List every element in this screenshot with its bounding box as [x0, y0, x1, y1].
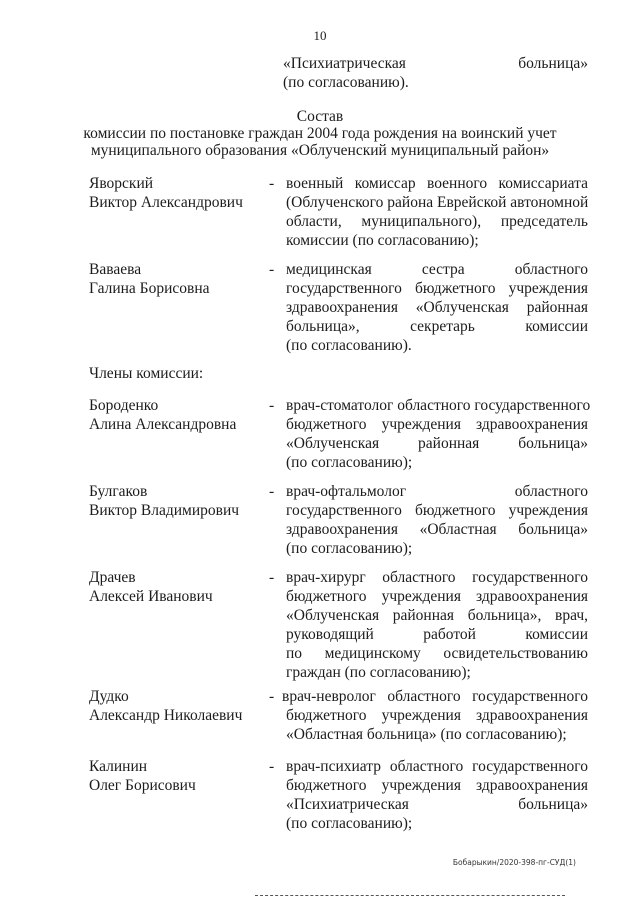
role-line: области, муниципального), председатель	[286, 213, 588, 230]
person-given-name: Алина Александровна	[89, 416, 237, 433]
role-line: по медицинскому освидетельствованию	[286, 645, 588, 662]
entry-dash: -	[269, 483, 275, 500]
page-number: 10	[313, 28, 327, 43]
entry-dash: -	[269, 569, 275, 586]
person-surname: Дудко	[89, 688, 129, 705]
person-surname: Бороденко	[89, 397, 159, 414]
role-line: (по согласованию).	[286, 337, 412, 354]
role-line: врач-психиатр областного государственного	[286, 758, 588, 775]
document-footer-code: Бобарыкин/2020-398-пг-СУД(1)	[452, 858, 576, 867]
role-line: (по согласованию);	[286, 540, 413, 557]
role-line: комиссии (по согласованию);	[286, 232, 479, 249]
scan-edge-line	[255, 895, 565, 896]
person-surname: Булгаков	[89, 483, 148, 500]
person-given-name: Виктор Владимирович	[89, 502, 240, 519]
role-line: бюджетного учреждения здравоохранения	[286, 777, 588, 794]
role-line: военный комиссар военного комиссариата	[286, 175, 588, 192]
role-line: (по согласованию);	[286, 815, 413, 832]
role-line: бюджетного учреждения здравоохранения	[286, 416, 588, 433]
entry-dash: -	[269, 175, 275, 192]
person-surname: Ваваева	[89, 261, 142, 278]
role-line: (Облученского района Еврейской автономной	[286, 194, 589, 211]
role-line: «Облученская районная больница»	[286, 435, 588, 452]
role-line: больница», секретарь комиссии	[286, 318, 588, 335]
role-line: врач-хирург областного государственного	[286, 569, 588, 586]
role-line: здравоохранения «Областная больница»	[286, 521, 588, 538]
role-line: бюджетного учреждения здравоохранения	[286, 588, 588, 605]
continuation-line-2: (по согласованию).	[283, 74, 409, 91]
title-line-3: муниципального образования «Облученский муниципальный район»	[90, 142, 550, 159]
role-line: «Областная больница» (по согласованию);	[286, 726, 567, 743]
person-given-name: Александр Николаевич	[89, 707, 243, 724]
person-surname: Яворский	[89, 175, 154, 192]
role-line: здравоохранения «Облученская районная	[286, 299, 588, 316]
members-heading: Члены комиссии:	[89, 365, 204, 382]
role-line: врач-невролог областного государственного	[282, 688, 588, 705]
person-surname: Калинин	[89, 758, 148, 775]
person-given-name: Алексей Иванович	[89, 588, 213, 605]
title-line-2: комиссии по постановке граждан 2004 года рождения на воинский учет	[83, 125, 557, 142]
entry-dash: -	[269, 758, 275, 775]
role-line: врач-стоматолог областного государственного	[286, 397, 591, 414]
continuation-left-text: «Психиатрическая	[283, 55, 406, 72]
person-given-name: Виктор Александрович	[89, 194, 243, 211]
role-line: медицинская сестра областного	[286, 261, 588, 278]
role-line: государственного бюджетного учреждения	[286, 280, 588, 297]
role-line: руководящий работой комиссии	[286, 626, 588, 643]
continuation-right-text: больница»	[518, 55, 588, 72]
role-line: бюджетного учреждения здравоохранения	[286, 707, 588, 724]
entry-dash: -	[269, 397, 275, 414]
person-given-name: Олег Борисович	[89, 777, 196, 794]
role-line: «Психиатрическая больница»	[286, 796, 588, 813]
role-line: «Облученская районная больница», врач,	[286, 607, 588, 624]
continuation-line-1	[283, 54, 588, 73]
person-surname: Драчев	[89, 569, 136, 586]
role-line: (по согласованию);	[286, 454, 413, 471]
role-line: граждан (по согласованию);	[286, 664, 471, 681]
entry-dash: -	[269, 688, 275, 705]
person-given-name: Галина Борисовна	[89, 280, 210, 297]
entry-dash: -	[269, 261, 275, 278]
role-line: врач-офтальмолог областного	[286, 483, 588, 500]
title-line-1: Состав	[296, 108, 344, 125]
role-line: государственного бюджетного учреждения	[286, 502, 588, 519]
